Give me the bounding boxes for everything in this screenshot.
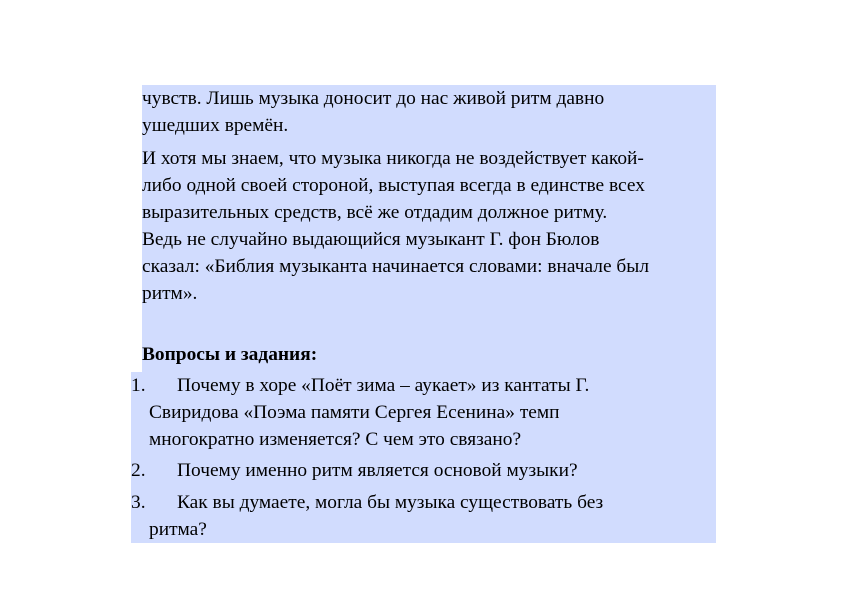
paragraph-2-line: выразительных средств, всё же отдадим должное ритму. (142, 202, 608, 223)
paragraph-2-line: И хотя мы знаем, что музыка никогда не воздействует какой- (142, 148, 644, 169)
paragraph-2-line: Ведь не случайно выдающийся музыкант Г. фон Бюлов (142, 229, 600, 250)
question-number: 1. (131, 375, 146, 396)
paragraph-1-line: чувств. Лишь музыка доносит до нас живой ритм давно (142, 88, 605, 109)
paragraph-1-line: ушедших времён. (142, 115, 289, 136)
question-line: Свиридова «Поэма памяти Сергея Есенина» темп (149, 402, 560, 423)
question-line: Почему в хоре «Поёт зима – аукает» из кантаты Г. (177, 375, 590, 396)
question-line: Почему именно ритм является основой музыки? (177, 460, 578, 481)
question-line: многократно изменяется? С чем это связано? (149, 429, 522, 450)
paragraph-2 (142, 145, 649, 307)
paragraph-2-line: либо одной своей стороной, выступая всегда в единстве всех (142, 175, 645, 196)
question-line: ритма? (149, 519, 207, 540)
paragraph-1 (142, 85, 604, 139)
question-number: 3. (131, 492, 146, 513)
question-number: 2. (131, 460, 146, 481)
paragraph-2-line: ритм». (142, 283, 198, 304)
paragraph-2-line: сказал: «Библия музыканта начинается словами: вначале был (142, 256, 649, 277)
questions-heading: Вопросы и задания: (142, 344, 318, 365)
question-line: Как вы думаете, могла бы музыка существовать без (177, 492, 604, 513)
